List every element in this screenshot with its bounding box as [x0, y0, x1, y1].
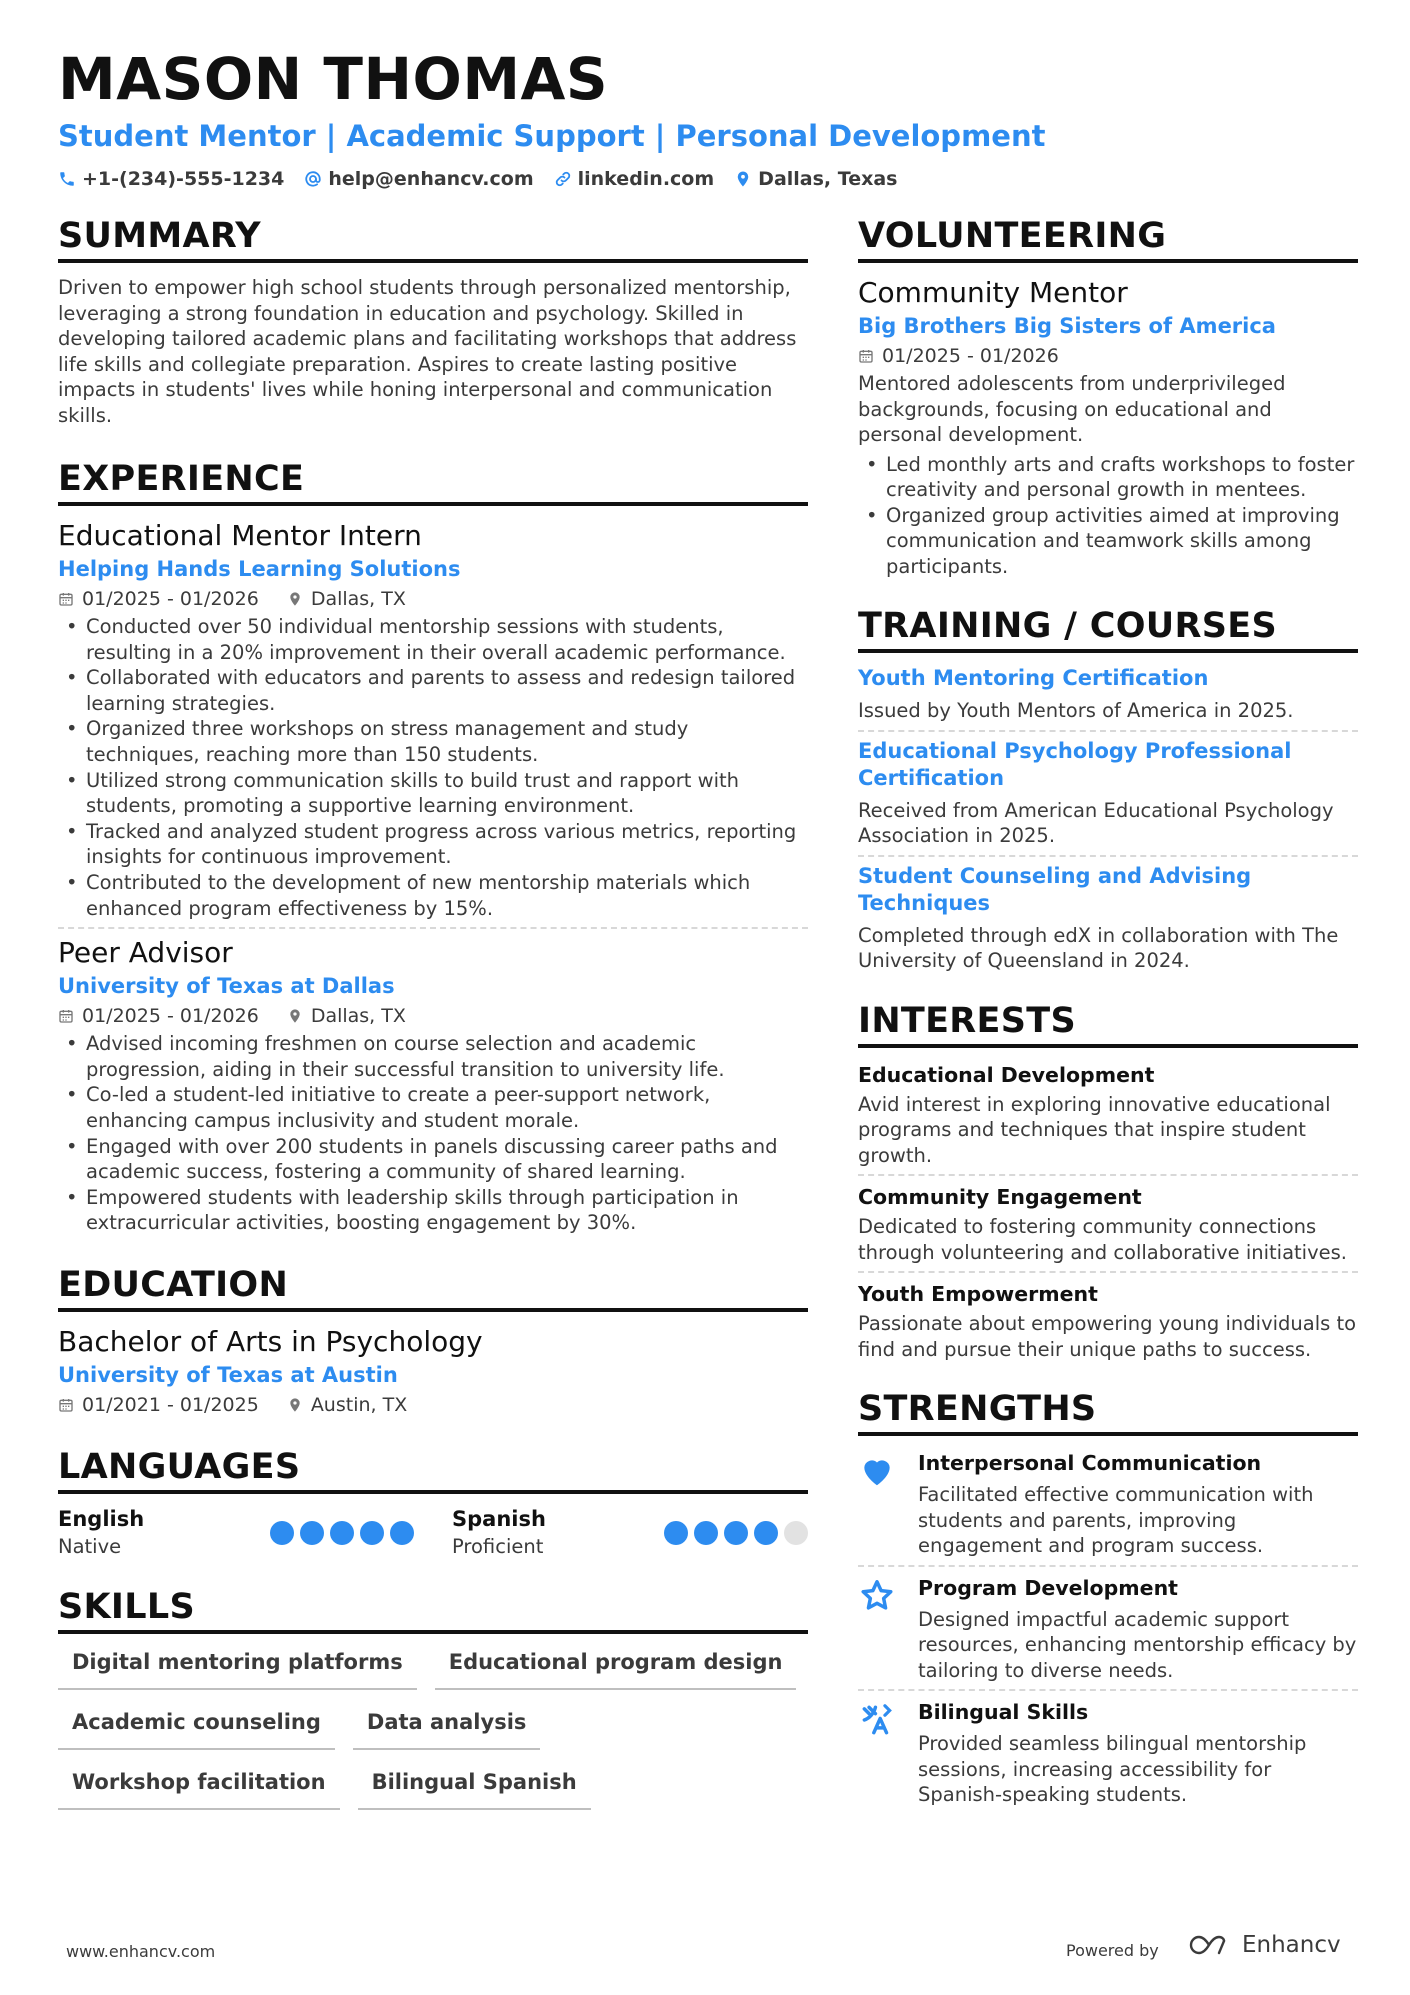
company-name: University of Texas at Dallas	[58, 974, 395, 999]
location-text: Dallas, Texas	[758, 168, 898, 190]
training-desc: Issued by Youth Mentors of America in 2025.	[858, 699, 1294, 723]
strength-title: Interpersonal Communication	[918, 1451, 1262, 1476]
job-meta	[58, 1001, 808, 1031]
location-text: Dallas, TX	[310, 588, 406, 610]
volunteer-org: Big Brothers Big Sisters of America	[858, 314, 1276, 338]
calendar-icon	[858, 348, 874, 364]
education-heading: EDUCATION	[58, 1264, 808, 1312]
training-title: Youth Mentoring Certification	[858, 666, 1209, 691]
skill-tag: Digital mentoring platforms	[58, 1646, 417, 1690]
training-desc: Completed through edX in collaboration with The University of Queensland in 2024.	[858, 923, 1339, 973]
strengths-heading: STRENGTHS	[858, 1388, 1358, 1436]
candidate-name: MASON THOMAS	[58, 45, 609, 113]
language-level: Native	[58, 1534, 122, 1558]
education-location	[287, 1390, 407, 1420]
interest-item	[858, 1279, 1358, 1362]
languages-heading: LANGUAGES	[58, 1446, 808, 1494]
divider	[858, 1174, 1358, 1176]
language-name: Spanish	[452, 1506, 546, 1531]
interest-title: Educational Development	[858, 1062, 1155, 1087]
phone-icon	[58, 170, 76, 188]
calendar-icon	[58, 1397, 74, 1413]
strength-icon-wrap	[858, 1448, 902, 1559]
strength-body	[918, 1448, 1358, 1559]
volunteer-dates	[858, 341, 1059, 371]
contact-row	[58, 168, 897, 190]
strength-desc: Designed impactful academic support resources, enhancing mentorship efficacy by tailoring to diverse needs.	[918, 1607, 1357, 1682]
calendar-icon	[58, 591, 74, 607]
skill-tag: Bilingual Spanish	[358, 1766, 591, 1810]
list-item: • Contributed to the development of new mentorship materials which enhanced program effectiveness by 15%.	[86, 870, 808, 921]
strength-icon-wrap	[858, 1573, 902, 1684]
company-name: Helping Hands Learning Solutions	[58, 557, 461, 581]
enhancv-logo-icon	[1188, 1934, 1234, 1956]
list-item: • Collaborated with educators and parents to assess and redesign tailored learning strategies.	[86, 665, 808, 716]
location-text: Dallas, TX	[310, 1005, 406, 1028]
translate-icon	[858, 1701, 896, 1739]
volunteer-role: Community Mentor	[858, 276, 1128, 309]
interest-desc: Dedicated to fostering community connections through volunteering and collaborative initiatives.	[858, 1215, 1347, 1264]
school-name: University of Texas at Austin	[58, 1362, 398, 1387]
education-meta	[58, 1390, 808, 1420]
strength-item	[858, 1697, 1358, 1808]
location-pin-icon	[287, 1397, 303, 1413]
linkedin-text[interactable]: linkedin.com	[577, 168, 715, 190]
language-level: Proficient	[452, 1534, 544, 1558]
list-item: • Utilized strong communication skills to build trust and rapport with students, promoting a supportive learning environment.	[86, 768, 808, 819]
skill-tag: Educational program design	[435, 1646, 797, 1690]
strength-desc: Provided seamless bilingual mentorship sessions, increasing accessibility for Spanish-speaking students.	[918, 1732, 1307, 1807]
location-pin-icon	[287, 591, 303, 607]
rating-dot	[754, 1521, 778, 1545]
rating-dot	[330, 1521, 354, 1545]
job-location	[287, 1001, 406, 1031]
rating-dot	[784, 1521, 808, 1545]
interest-item	[858, 1060, 1358, 1169]
skill-tag: Academic counseling	[58, 1706, 335, 1750]
link-icon	[554, 170, 572, 188]
contact-email[interactable]	[304, 168, 533, 190]
contact-location	[734, 168, 897, 190]
location-pin-icon	[734, 170, 752, 188]
job-bullets	[58, 1031, 808, 1236]
education-dates	[58, 1390, 259, 1420]
divider	[858, 1565, 1358, 1567]
training-title: Educational Psychology Professional Certification	[858, 738, 1292, 790]
training-desc: Received from American Educational Psychology Association in 2025.	[858, 798, 1334, 848]
strength-icon-wrap	[858, 1697, 902, 1808]
language-rating	[270, 1521, 414, 1545]
volunteer-bullets	[858, 452, 1358, 580]
contact-linkedin[interactable]	[554, 168, 715, 190]
language-spanish	[452, 1506, 808, 1560]
job-title: Educational Mentor Intern	[58, 519, 422, 552]
interest-title: Community Engagement	[858, 1185, 1142, 1210]
footer-url[interactable]: www.enhancv.com	[66, 1942, 216, 1961]
right-column	[858, 215, 1358, 1808]
list-item: • Engaged with over 200 students in panels discussing career paths and academic success, fostering a community of shared learning.	[86, 1134, 808, 1185]
strength-item	[858, 1573, 1358, 1684]
rating-dot	[694, 1521, 718, 1545]
rating-dot	[390, 1521, 414, 1545]
languages-row	[58, 1506, 808, 1560]
candidate-tagline: Student Mentor | Academic Support | Personal Development	[58, 119, 1046, 153]
dates-text: 01/2025 - 01/2026	[82, 588, 259, 610]
star-icon	[858, 1577, 896, 1615]
heart-icon	[858, 1452, 896, 1490]
degree-title: Bachelor of Arts in Psychology	[58, 1324, 483, 1358]
contact-phone	[58, 168, 284, 190]
job-bullets	[58, 614, 808, 921]
volunteering-heading: VOLUNTEERING	[858, 215, 1358, 263]
job-dates	[58, 584, 259, 614]
location-pin-icon	[287, 1008, 303, 1024]
rating-dot	[270, 1521, 294, 1545]
dates-text: 01/2025 - 01/2026	[882, 345, 1059, 367]
job-title: Peer Advisor	[58, 936, 233, 970]
rating-dot	[664, 1521, 688, 1545]
dates-text: 01/2025 - 01/2026	[82, 1005, 259, 1028]
skill-tag: Data analysis	[353, 1706, 541, 1750]
strength-body	[918, 1573, 1358, 1684]
left-column	[58, 215, 808, 1810]
job-meta	[58, 584, 808, 614]
training-item	[858, 863, 1358, 974]
email-text[interactable]: help@enhancv.com	[328, 168, 534, 190]
skill-tag: Workshop facilitation	[58, 1766, 340, 1810]
strength-item	[858, 1448, 1358, 1559]
rating-dot	[360, 1521, 384, 1545]
experience-heading: EXPERIENCE	[58, 458, 808, 506]
interest-item	[858, 1182, 1358, 1265]
volunteer-meta	[858, 341, 1358, 371]
calendar-icon	[58, 1008, 74, 1024]
summary-heading: SUMMARY	[58, 215, 808, 263]
training-item	[858, 738, 1358, 849]
divider	[858, 855, 1358, 857]
training-heading: TRAINING / COURSES	[858, 605, 1358, 653]
interest-desc: Avid interest in exploring innovative educational programs and techniques that inspire student growth.	[858, 1092, 1331, 1167]
interest-title: Youth Empowerment	[858, 1282, 1098, 1307]
strength-body	[918, 1697, 1358, 1808]
divider	[858, 1689, 1358, 1691]
volunteering-entry	[858, 275, 1358, 579]
phone-text: +1-(234)-555-1234	[82, 168, 285, 190]
divider	[58, 927, 808, 929]
list-item: • Empowered students with leadership skills through participation in extracurricular activities, boosting engagement by 30%.	[86, 1185, 808, 1236]
interest-desc: Passionate about empowering young individuals to find and pursue their unique paths to success.	[858, 1312, 1357, 1361]
job-location	[287, 584, 406, 614]
list-item: • Led monthly arts and crafts workshops to foster creativity and personal growth in mentees.	[886, 452, 1358, 503]
experience-entry	[58, 935, 808, 1236]
list-item: • Conducted over 50 individual mentorship sessions with students, resulting in a 20% improvement in their overall academic performance.	[86, 614, 808, 665]
skills-heading: SKILLS	[58, 1586, 808, 1634]
skills-list	[58, 1646, 808, 1810]
list-item: • Co-led a student-led initiative to create a peer-support network, enhancing campus inclusivity and student morale.	[86, 1082, 808, 1133]
dates-text: 01/2021 - 01/2025	[82, 1393, 259, 1416]
interests-heading: INTERESTS	[858, 1000, 1358, 1048]
volunteer-description: Mentored adolescents from underprivileged backgrounds, focusing on educational and personal development.	[858, 372, 1286, 446]
job-dates	[58, 1001, 259, 1031]
summary-text: Driven to empower high school students through personalized mentorship, leveraging a strong foundation in education and psychology. Skilled in developing tailored academic plans and facilitating workshops that address life skills and collegiate preparation. Aspires to create lasting positive impacts in students' lives while honing interpersonal and communication skills.	[58, 276, 797, 427]
strength-title: Bilingual Skills	[918, 1700, 1089, 1725]
location-text: Austin, TX	[310, 1393, 408, 1416]
footer-brand[interactable]	[1188, 1932, 1341, 1958]
rating-dot	[300, 1521, 324, 1545]
strength-desc: Facilitated effective communication with students and parents, improving engagement and program success.	[918, 1483, 1314, 1558]
list-item: • Organized three workshops on stress management and study techniques, reaching more than 150 students.	[86, 716, 808, 767]
education-entry	[58, 1324, 808, 1420]
footer-powered-by: Powered by	[1066, 1941, 1159, 1960]
list-item: • Organized group activities aimed at improving communication and teamwork skills among participants.	[886, 503, 1358, 580]
language-rating	[664, 1521, 808, 1545]
brand-name: Enhancv	[1242, 1932, 1341, 1958]
divider	[858, 1271, 1358, 1273]
training-title: Student Counseling and Advising Techniques	[858, 863, 1252, 915]
at-icon	[304, 170, 322, 188]
rating-dot	[724, 1521, 748, 1545]
training-item	[858, 665, 1358, 724]
language-name: English	[58, 1506, 145, 1531]
strength-title: Program Development	[918, 1575, 1178, 1600]
experience-entry	[58, 518, 808, 921]
divider	[858, 730, 1358, 732]
language-english	[58, 1506, 414, 1560]
list-item: • Advised incoming freshmen on course selection and academic progression, aiding in their successful transition to university life.	[86, 1031, 808, 1082]
list-item: • Tracked and analyzed student progress across various metrics, reporting insights for continuous improvement.	[86, 819, 808, 870]
